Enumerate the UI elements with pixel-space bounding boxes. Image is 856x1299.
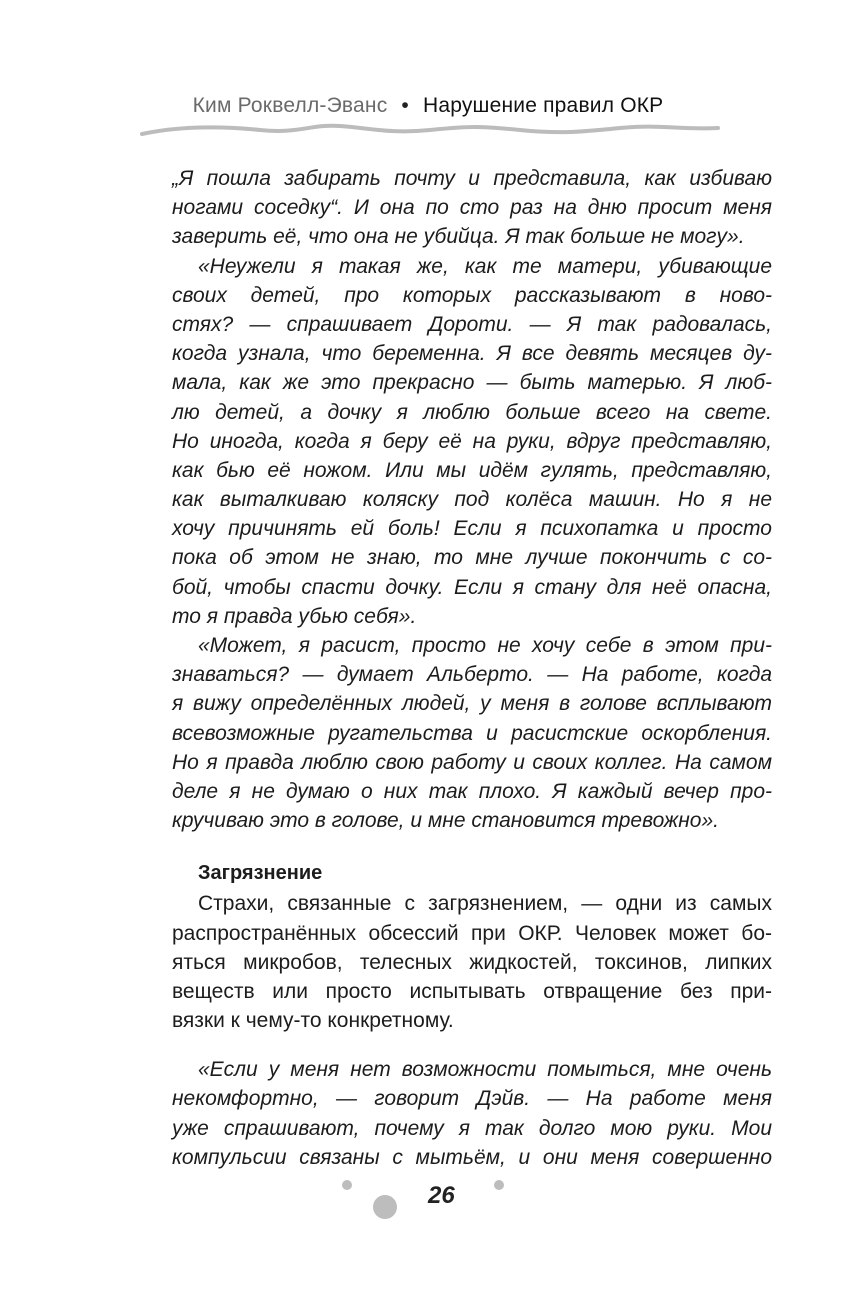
decorative-dot [373,1195,397,1219]
text-line: Страхи, связанные с загрязнением, — одни из самых [198,892,772,916]
text-line: пока об этом не знаю, то мне лучше покончить с со- [172,546,772,570]
text-line: стях? — спрашивает Дороти. — Я так радовалась, [172,312,772,336]
paragraph [172,252,772,631]
text-line: хочу причинять ей боль! Если я психопатка и просто [172,517,772,541]
paragraph [172,631,772,835]
page-body [172,164,772,1172]
quote-paragraphs [172,164,772,835]
text-line: я вижу определённых людей, у меня в голове всплывают [172,692,772,716]
text-line: всевозможные ругательства и расистские оскорбления. [172,721,772,745]
decorative-dot [494,1180,504,1190]
text-line: «Может, я расист, просто не хочу себе в этом при- [198,634,772,657]
text-line: „Я пошла забирать почту и представила, как избиваю [172,167,772,190]
decorative-wave-divider [140,120,720,140]
paragraph [172,889,772,1035]
header-author: Ким Роквелл-Эванс [192,94,388,117]
text-line: Но я правда люблю свою работу и своих коллег. На самом [172,750,772,774]
text-line: знаваться? — думает Альберто. — На работе, когда [172,663,772,687]
text-line: «Если у меня нет возможности помыться, мне очень [198,1058,772,1082]
text-line: ногами соседку“. И она по сто раз на дню просит меня [172,196,772,220]
text-line: деле я не думаю о них так плохо. Я каждый вечер про- [172,779,772,803]
text-line: лю детей, а дочку я люблю больше всего на свете. [172,400,772,424]
header-separator: • [401,94,409,117]
page-number: 26 [428,1182,455,1209]
text-line: кручиваю это в голове, и мне становится тревожно». [172,809,719,833]
text-line: своих детей, про которых рассказывают в ново- [172,283,772,307]
text-line: то я правда убью себя». [172,604,417,628]
text-line: Но иногда, когда я беру её на руки, вдруг представляю, [172,429,772,453]
page-footer [0,1170,856,1220]
text-line: яться микробов, телесных жидкостей, токсинов, липких [172,950,772,974]
section-heading: Загрязнение [198,862,323,885]
text-line: компульсии связаны с мытьём, и они меня совершенно [172,1145,772,1169]
text-line: мала, как же это прекрасно — быть матерью. Я люб- [172,371,772,395]
decorative-dot [342,1180,352,1190]
text-line: «Неужели я такая же, как те матери, убивающие [198,254,772,278]
text-line: когда узнала, что беременна. Я все девять месяцев ду- [172,342,772,366]
section-paragraphs [172,889,772,1172]
text-line: как бью её ножом. Или мы идём гулять, представляю, [172,458,772,482]
running-header [0,94,856,118]
header-book-title: Нарушение правил ОКР [422,94,664,117]
text-line: вязки к чему-то конкретному. [172,1009,454,1033]
text-line: распространённых обсессий при ОКР. Человек может бо- [172,921,772,945]
text-line: как выталкиваю коляску под колёса машин. Но я не [172,488,772,512]
paragraph [172,164,772,252]
text-line: некомфортно, — говорит Дэйв. — На работе меня [172,1087,772,1111]
text-line: заверить её, что она не убийца. Я так больше не могу». [172,225,745,249]
text-line: уже спрашивают, почему я так долго мою руки. Мои [172,1116,772,1140]
paragraph [172,1055,772,1172]
text-line: веществ или просто испытывать отвращение без при- [172,979,772,1003]
text-line: бой, чтобы спасти дочку. Если я стану для неё опасна, [172,575,772,599]
